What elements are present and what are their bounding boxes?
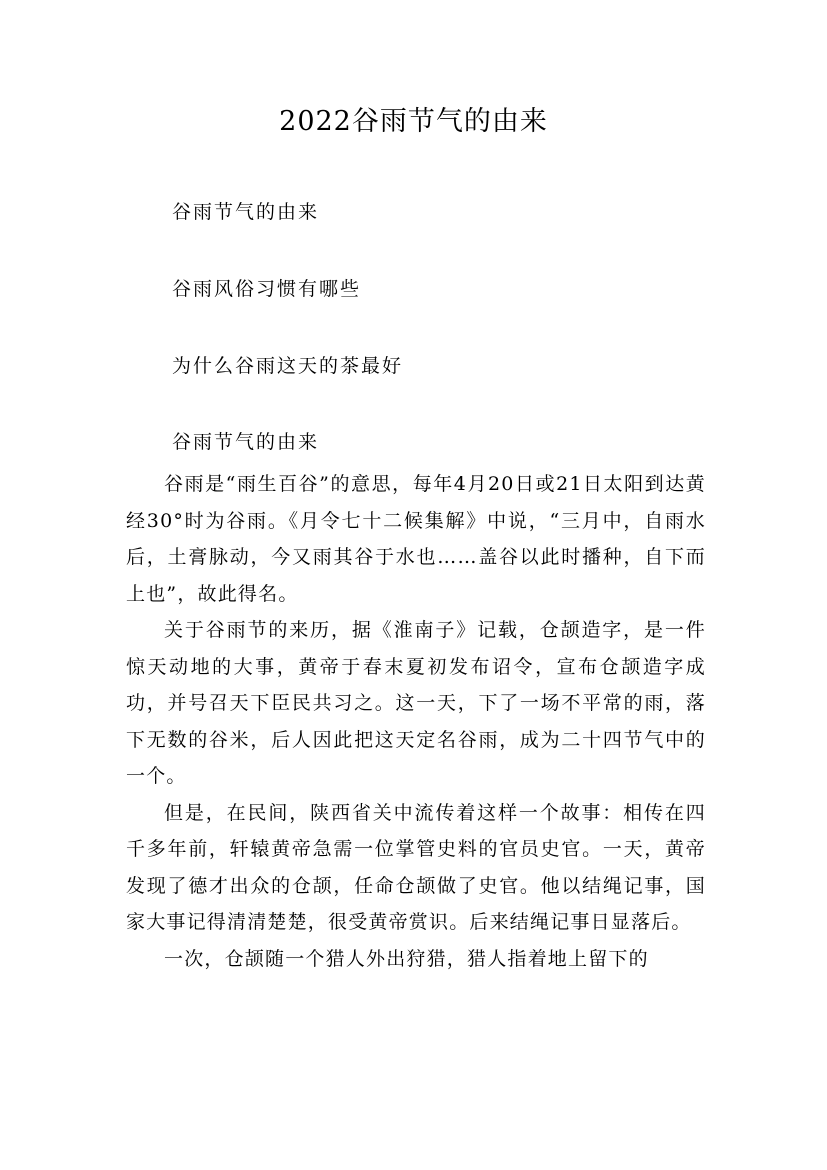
toc-item-customs: 谷雨风俗习惯有哪些 (172, 278, 362, 300)
paragraph-3: 但是，在民间，陕西省关中流传着这样一个故事：相传在四千多年前，轩辕黄帝急需一位掌管史料的官员史官。一天，黄帝发现了德才出众的仓颉，任命仓颉做了史官。他以结绳记事，国家大事记得清清楚楚，很受黄帝赏识。后来结绳记事日显落后。 (126, 801, 706, 933)
paragraph-4: 一次，仓颉随一个猎人外出狩猎，猎人指着地上留下的 (164, 947, 649, 970)
toc-item-origin: 谷雨节气的由来 (172, 201, 320, 223)
document-title: 2022谷雨节气的由来 (279, 106, 548, 137)
paragraph-1: 谷雨是“雨生百谷”的意思，每年4月20日或21日太阳到达黄经30°时为谷雨。《月令七十二候集解》中说，“三月中，自雨水后，土膏脉动，今又雨其谷于水也……盖谷以此时播种，自下而上也”，故此得名。 (126, 473, 706, 605)
toc-item-tea: 为什么谷雨这天的茶最好 (172, 355, 404, 377)
section-heading: 谷雨节气的由来 (172, 431, 320, 453)
paragraph-2: 关于谷雨节的来历，据《淮南子》记载，仓颉造字，是一件惊天动地的大事，黄帝于春末夏初发布诏令，宣布仓颉造字成功，并号召天下臣民共习之。这一天，下了一场不平常的雨，落下无数的谷米，后人因此把这天定名谷雨，成为二十四节气中的一个。 (126, 619, 706, 787)
article-body (126, 466, 706, 977)
